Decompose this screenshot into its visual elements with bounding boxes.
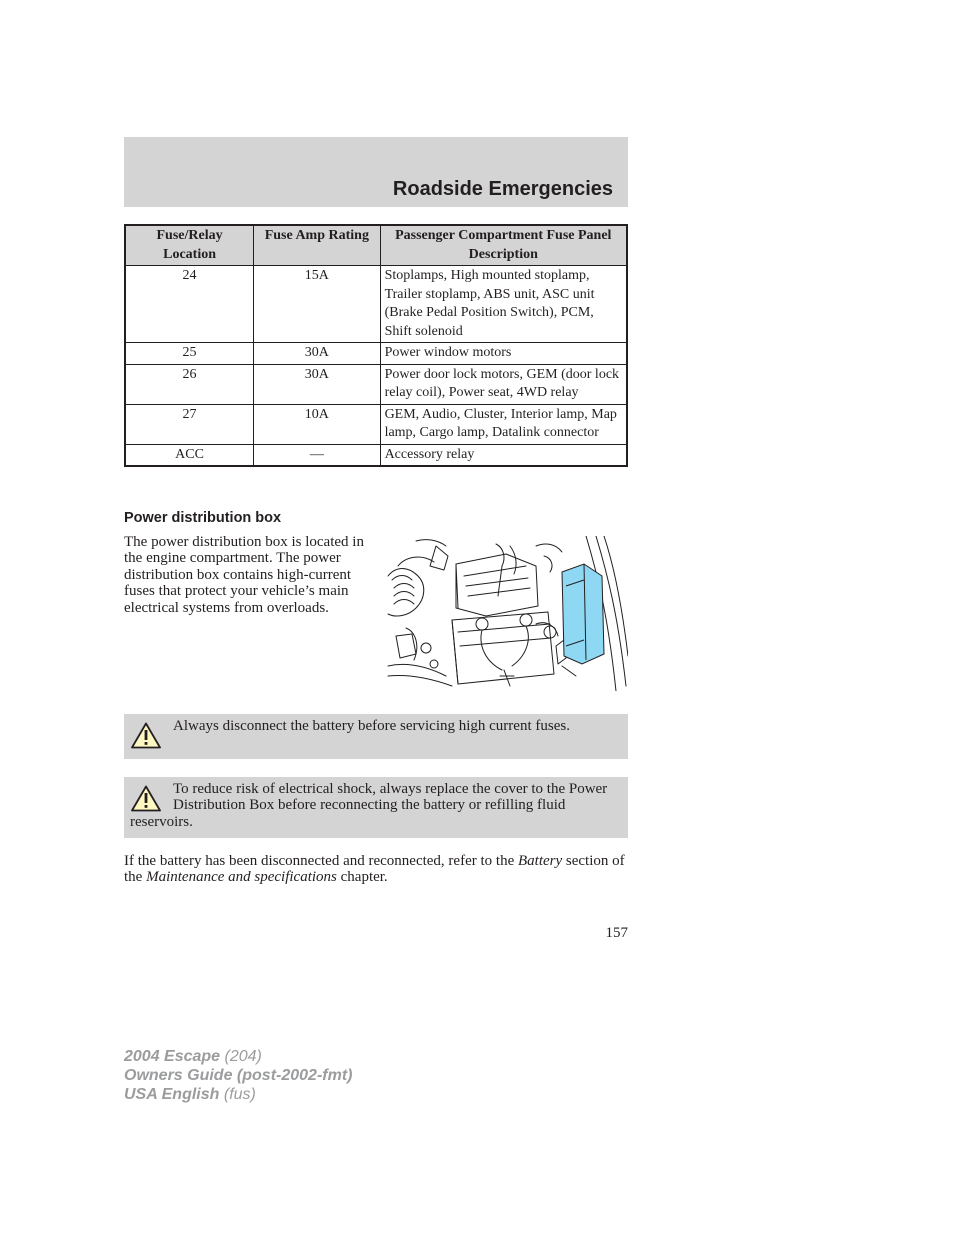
footer-guide: Owners Guide (post-2002-fmt) [124, 1067, 353, 1084]
closing-text: chapter. [336, 869, 388, 886]
rating-cell: 30A [254, 343, 380, 365]
column-header: Fuse/Relay Location [125, 225, 254, 266]
closing-text: If the battery has been disconnected and reconnected, refer to the [124, 853, 518, 869]
location-cell: 27 [125, 404, 254, 444]
footer-language: USA English [124, 1086, 220, 1103]
battery-reference: Battery [517, 853, 563, 869]
footer-model-code: (204) [220, 1048, 262, 1065]
location-cell: 26 [125, 364, 254, 404]
table-row [125, 364, 627, 404]
description-cell: Stoplamps, High mounted stoplamp, Trailer stoplamp, ABS unit, ASC unit (Brake Pedal Position Switch), PCM, Shift solenoid [380, 266, 627, 343]
section-heading: Power distribution box [124, 510, 282, 526]
description-cell: Accessory relay [380, 444, 627, 466]
warning-box [124, 777, 628, 838]
warning-text: Always disconnect the battery before servicing high current fuses. [173, 718, 570, 734]
power-distribution-box-highlight [562, 564, 604, 664]
location-cell: 25 [125, 343, 254, 365]
column-header: Passenger Compartment Fuse Panel Description [380, 225, 627, 266]
table-row [125, 404, 627, 444]
chapter-reference: Maintenance and specifications [146, 869, 337, 886]
closing-paragraph [124, 853, 628, 886]
footer-model: 2004 Escape [124, 1048, 221, 1065]
page-title: Roadside Emergencies [392, 178, 613, 200]
table-row [125, 266, 627, 343]
table-row [125, 343, 627, 365]
rating-cell: — [254, 444, 380, 466]
description-cell: Power window motors [380, 343, 627, 365]
table-row [125, 444, 627, 466]
warning-box [124, 714, 628, 759]
rating-cell: 15A [254, 266, 380, 343]
rating-cell: 10A [254, 404, 380, 444]
closing-text: section of the [124, 853, 625, 886]
description-cell: Power door lock motors, GEM (door lock relay coil), Power seat, 4WD relay [380, 364, 627, 404]
table-header-row [125, 225, 627, 266]
header-band [124, 137, 628, 207]
footer-language-code: (fus) [219, 1086, 256, 1103]
column-header: Fuse Amp Rating [254, 225, 380, 266]
location-cell: 24 [125, 266, 254, 343]
engine-compartment-illustration [386, 536, 628, 691]
warning-text: To reduce risk of electrical shock, always replace the cover to the Power Distribution Box before reconnecting the battery or refilling fluid reservoirs. [130, 781, 608, 830]
page-number: 157 [605, 925, 628, 941]
location-cell: ACC [125, 444, 254, 466]
warning-triangle-icon [131, 785, 161, 812]
section-paragraph: The power distribution box is located in the engine compartment. The power distribution box contains high-current fuses that protect your vehicle’s main electrical systems from overloads. [124, 534, 364, 616]
document-footer [124, 1047, 352, 1104]
rating-cell: 30A [254, 364, 380, 404]
description-cell: GEM, Audio, Cluster, Interior lamp, Map lamp, Cargo lamp, Datalink connector [380, 404, 627, 444]
fuse-table [124, 224, 628, 467]
warning-triangle-icon [131, 722, 161, 749]
